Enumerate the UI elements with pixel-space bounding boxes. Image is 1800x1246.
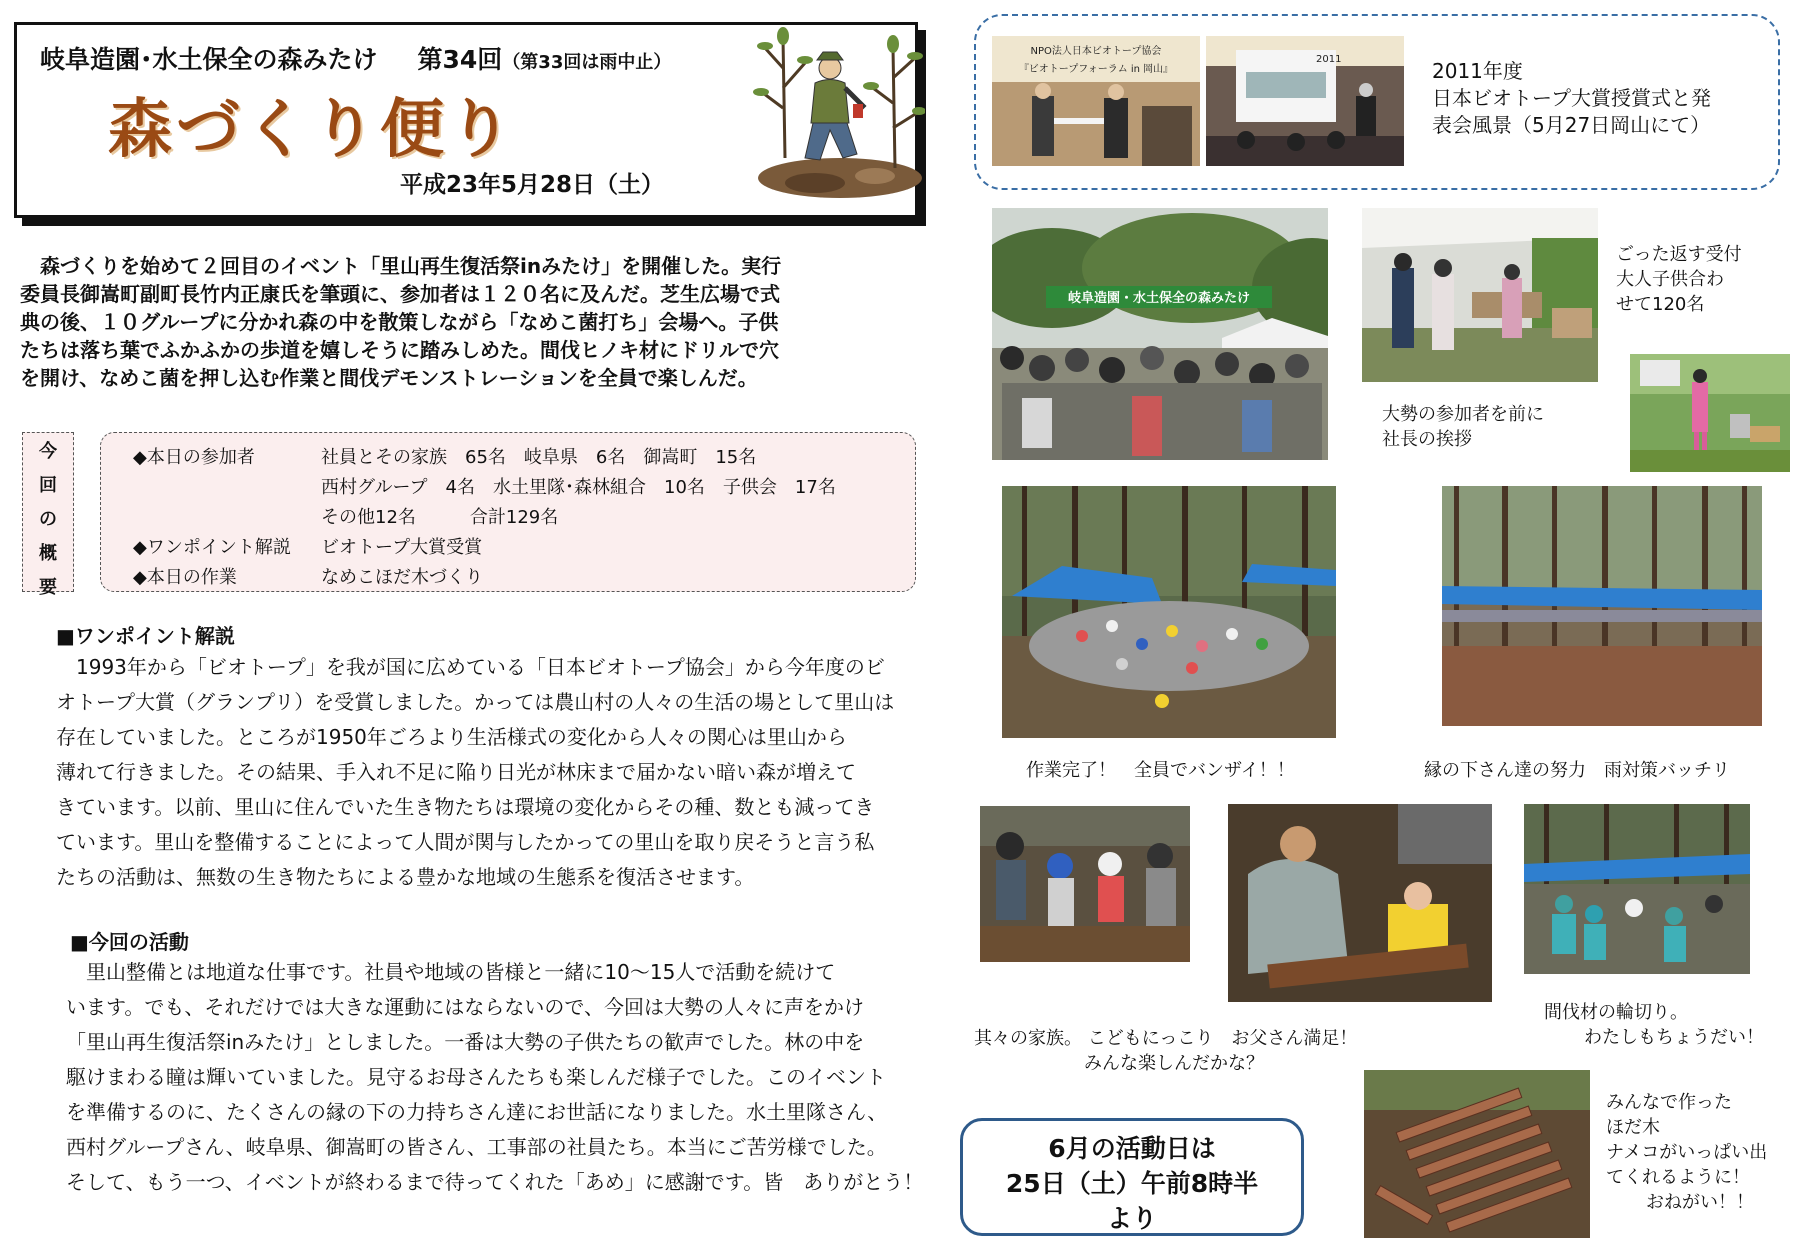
planting-man-icon [745,8,925,204]
summary-value: 社員とその家族 65名 岐阜県 6名 御嵩町 15名 [321,447,757,468]
activity-line: そして、もう一つ、イベントが終わるまで待ってくれた「あめ」に感謝です。皆 ありがとう！ [66,1170,924,1194]
reception-photo [1362,208,1598,382]
intro-paragraph [20,252,922,392]
next-activity-line: 6月の活動日は [1048,1134,1216,1163]
issue-note: （第33回は雨中止） [502,52,672,73]
intro-line: 森づくりを始めて２回目のイベント「里山再生復活祭inみたけ」を開催した。実行 [20,254,782,278]
intro-line: 委員長御嵩町副町長竹内正康氏を筆頭に、参加者は１２０名に及んだ。芝生広場で式 [20,282,780,306]
summary-side-char: 今 [39,441,57,462]
banzai-photo [1002,486,1336,738]
banzai-caption: 作業完了！ 全員でバンザイ！！ [1026,760,1295,781]
summary-value: ビオトープ大賞受賞 [321,537,483,558]
activity-body [66,955,946,1200]
logs-caption [1606,1090,1767,1215]
next-activity-line: より [1106,1204,1157,1233]
rain-tarp-photo [1442,486,1762,726]
activity-line: 「里山再生復活祭inみたけ」としました。一番は大勢の子供たちの歓声でした。林の中を [66,1030,865,1054]
rain-caption: 縁の下さん達の努力 雨対策バッチリ [1424,760,1730,781]
reception-caption-line: 大人子供合わ [1616,269,1724,290]
onepoint-line: 薄れて行きました。その結果、手入れ不足に陥り日光が林床まで届かない暗い森が増えて [56,760,856,784]
cutting-caption [1544,1000,1764,1050]
logs-caption-line: ナメコがいっぱい出 [1606,1142,1768,1163]
family-photo [980,806,1190,962]
reception-caption [1616,242,1742,317]
award-banner-1: NPO法人日本ビオトープ協会 [1030,46,1162,57]
screen-text: 2011 [1316,54,1342,65]
greeting-caption [1382,402,1544,452]
family-caption [974,1026,1357,1076]
next-activity-line: 25日（土）午前8時半 [1005,1169,1259,1198]
summary-value: その他12名 合計129名 [321,507,559,528]
log-cutting-photo [1524,804,1750,974]
onepoint-line: オトープ大賞（グランプリ）を受賞しました。かっては農山村の人々の生活の場として里山は [56,690,895,714]
place-name: 岐阜造園･水土保全の森みたけ [40,45,378,74]
logs-caption-line: みんなで作った [1606,1092,1732,1113]
summary-label: ◆本日の作業 [133,567,237,588]
onepoint-body [56,650,936,895]
onepoint-line: たちの活動は、無数の生き物たちによる豊かな地域の生態系を復活させます。 [56,865,755,889]
summary-side-label [22,432,74,598]
intro-line: 典の後、１０グループに分かれ森の中を散策しながら「なめこ菌打ち」会場へ。子供 [20,310,779,334]
onepoint-line: ています。里山を整備することによって人間が関与したかっての里山を取り戻そうと言う私 [56,830,875,854]
reception-caption-line: ごった返す受付 [1616,244,1742,265]
summary-side-char: 概 [39,543,57,564]
activity-line: を準備するのに、たくさんの縁の下の力持ちさん達にお世話になりました。水土里隊さん、 [66,1100,888,1124]
award-banner-2: 『ビオトープフォーラム in 岡山』 [1018,64,1174,75]
award-caption-line: 日本ビオトープ大賞授賞式と発 [1432,86,1711,110]
award-presentation-photo [1206,36,1404,166]
activity-line: 西村グループさん、岐阜県、御嵩町の皆さん、工事部の社員たち。本当にご苦労様でした。 [66,1135,887,1159]
onepoint-line: 存在していました。ところが1950年ごろより生活様式の変化から人々の関心は里山から [56,725,847,749]
greeting-caption-line: 大勢の参加者を前に [1382,404,1544,425]
onepoint-line: 1993年から「ビオトープ」を我が国に広めている「日本ビオトープ協会」から今年度のビ [56,655,885,679]
award-ceremony-photo [992,36,1200,166]
summary-value: なめこほだ木づくり [321,567,483,588]
intro-line: たちは落ち葉でふかふかの歩道を嬉しそうに踏みしめた。間伐ヒノキ材にドリルで穴 [20,338,779,362]
summary-side-char: 回 [39,475,57,496]
header-place-line [40,40,671,76]
issue-date: 平成23年5月28日（土） [400,172,665,198]
cutting-caption-line: わたしもちょうだい！ [1584,1027,1764,1048]
award-caption-line: 2011年度 [1432,59,1523,83]
activity-line: います。でも、それだけでは大きな運動にはならないので、今回は大勢の人々に声をかけ [66,995,864,1019]
summary-side-char: の [39,509,57,530]
summary-label: ◆本日の参加者 [133,447,255,468]
summary-value: 西村グループ 4名 水土里隊･森林組合 10名 子供会 17名 [321,477,836,498]
kids-photo [1630,354,1790,472]
hodagi-logs-photo [1364,1070,1590,1238]
family-caption-line: 其々の家族。 こどもにっこり お父さん満足！ [974,1028,1358,1049]
newsletter-title: 森づくり便り [108,93,516,167]
onepoint-line: きています。以前、里山に住んでいた生き物たちは環境の変化からその種、数とも減ってき [56,795,875,819]
summary-side-char: 要 [39,577,57,598]
award-caption-line: 表会風景（5月27日岡山にて） [1432,113,1711,137]
onepoint-title: ■ワンポイント解説 [56,624,235,648]
logs-caption-line: てくれるように！ [1606,1167,1750,1188]
next-activity-box [960,1118,1304,1236]
cutting-caption-line: 間伐材の輪切り。 [1544,1002,1688,1023]
summary-box [100,432,916,592]
father-daughter-photo [1228,804,1492,1002]
issue-number: 第34回 [417,45,503,74]
intro-line: を開け、なめこ菌を押し込む作業と間伐デモンストレーションを全員で楽しんだ。 [20,366,758,390]
greeting-caption-line: 社長の挨拶 [1382,429,1472,450]
opening-ceremony-photo [992,208,1328,460]
activity-line: 里山整備とは地道な仕事です。社員や地域の皆様と一緒に10～15人で活動を続けて [66,960,836,984]
activity-line: 駆けまわる瞳は輝いていました。見守るお母さんたちも楽しんだ様子でした。このイベント [66,1065,886,1089]
award-caption [1432,58,1711,139]
family-caption-line: みんな楽しんだかな？ [1084,1053,1264,1074]
reception-caption-line: せて120名 [1616,294,1705,315]
logs-caption-line: ほだ木 [1606,1117,1660,1138]
activity-title: ■今回の活動 [70,930,189,954]
logs-caption-line: おねがい！！ [1646,1192,1754,1213]
ceremony-banner-text: 岐阜造園・水土保全の森みたけ [1067,291,1251,306]
summary-label: ◆ワンポイント解説 [133,537,291,558]
